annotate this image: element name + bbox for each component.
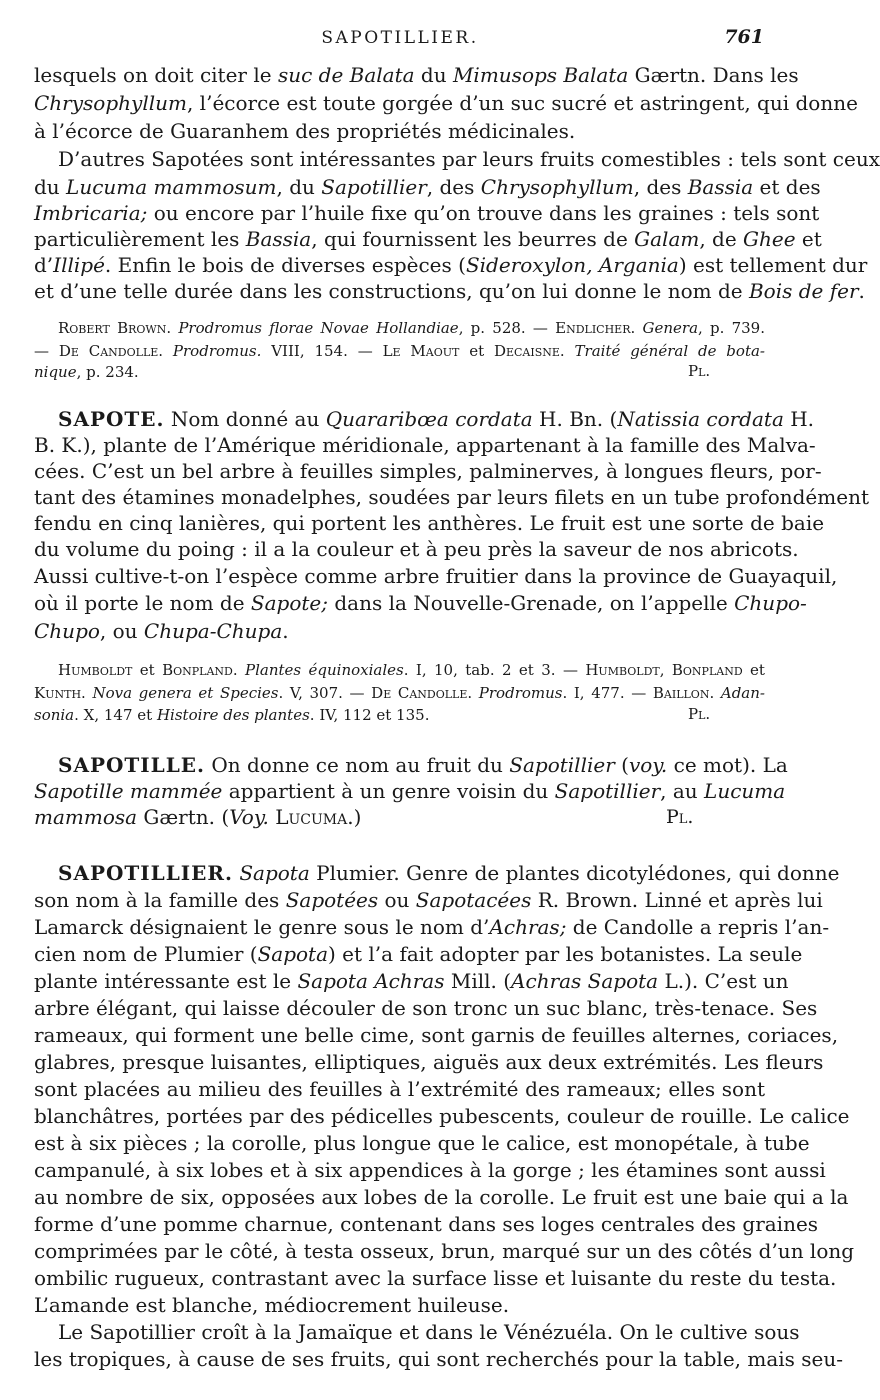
- text-line: comprimées par le côté, à testa osseux, brun, marqué sur un des côtés d’un long: [34, 1239, 855, 1263]
- text-line: plante intéressante est le Sapota Achras Mill. (Achras Sapota L.). C’est un: [34, 969, 789, 993]
- text-line: Imbricaria; ou encore par l’huile fixe qu’on trouve dans les graines : tels sont: [34, 201, 820, 225]
- text-line: glabres, presque luisantes, elliptiques, aiguës aux deux extrémités. Les fleurs: [34, 1050, 824, 1074]
- text-line: Chrysophyllum, l’écorce est toute gorgée d’un suc sucré et astringent, qui donne: [34, 91, 858, 115]
- reference-line: Robert Brown. Prodromus florae Novae Hollandiae, p. 528. — Endlicher. Genera, p. 739.: [58, 319, 765, 337]
- text-line: du volume du poing : il a la couleur et à peu près la saveur de nos abricots.: [34, 537, 799, 561]
- text-line: cien nom de Plumier (Sapota) et l’a fait adopter par les botanistes. La seule: [34, 942, 803, 966]
- text-line: particulièrement les Bassia, qui fournissent les beurres de Galam, de Ghee et: [34, 227, 822, 251]
- text-line: cées. C’est un bel arbre à feuilles simples, palminerves, à longues fleurs, por-: [34, 459, 822, 483]
- text-line: sont placées au milieu des feuilles à l’extrémité des rameaux; elles sont: [34, 1077, 765, 1101]
- text-line: au nombre de six, opposées aux lobes de la corolle. Le fruit est une baie qui a la: [34, 1185, 849, 1209]
- author-initials: Pl.: [688, 705, 711, 723]
- text-line: d’Illipé. Enfin le bois de diverses espèces (Sideroxylon, Argania) est tellement dur: [34, 253, 868, 277]
- text-line: est à six pièces ; la corolle, plus longue que le calice, est monopétale, à tube: [34, 1131, 810, 1155]
- running-title: SAPOTILLIER.: [321, 28, 479, 48]
- text-line: rameaux, qui forment une belle cime, sont garnis de feuilles alternes, coriaces,: [34, 1023, 839, 1047]
- running-header: [34, 24, 766, 54]
- text-line: fendu en cinq lanières, qui portent les anthères. Le fruit est une sorte de baie: [34, 511, 825, 535]
- text-line: D’autres Sapotées sont intéressantes par leurs fruits comestibles : tels sont ceux: [58, 147, 880, 171]
- text-line: L’amande est blanche, médiocrement huileuse.: [34, 1293, 510, 1317]
- text-line: Le Sapotillier croît à la Jamaïque et dans le Vénézuéla. On le cultive sous: [58, 1320, 800, 1344]
- author-initials: Pl.: [688, 362, 711, 380]
- headword-sapotille: SAPOTILLE.: [58, 753, 205, 777]
- text-line: Chupo, ou Chupa-Chupa.: [34, 619, 289, 643]
- entry-sapotille: SAPOTILLE. On donne ce nom au fruit du Sapotillier (voy. ce mot). La: [58, 753, 788, 777]
- text-line: forme d’une pomme charnue, contenant dans ses loges centrales des graines: [34, 1212, 819, 1236]
- text-line: son nom à la famille des Sapotées ou Sapotacées R. Brown. Linné et après lui: [34, 888, 823, 912]
- text-line: Lamarck désignaient le genre sous le nom d’Achras; de Candolle a repris l’an-: [34, 915, 830, 939]
- text-line: lesquels on doit citer le suc de Balata du Mimusops Balata Gærtn. Dans les: [34, 63, 799, 87]
- page-number: 761: [724, 26, 764, 48]
- text-line: où il porte le nom de Sapote; dans la Nouvelle-Grenade, on l’appelle Chupo-: [34, 591, 807, 615]
- text-line: blanchâtres, portées par des pédicelles pubescents, couleur de rouille. Le calice: [34, 1104, 850, 1128]
- headword-sapote: SAPOTE.: [58, 407, 165, 431]
- text-line: mammosa Gærtn. (Voy. Lucuma.): [34, 805, 362, 829]
- text-line: campanulé, à six lobes et à six appendices à la gorge ; les étamines sont aussi: [34, 1158, 826, 1182]
- text-line: à l’écorce de Guaranhem des propriétés médicinales.: [34, 119, 576, 143]
- text-line: Aussi cultive-t-on l’espèce comme arbre fruitier dans la province de Guayaquil,: [34, 564, 838, 588]
- headword-sapotillier: SAPOTILLIER.: [58, 861, 233, 885]
- reference-line: — De Candolle. Prodromus. VIII, 154. — Le Maout et Decaisne. Traité général de bota-: [34, 342, 765, 360]
- text-line: du Lucuma mammosum, du Sapotillier, des Chrysophyllum, des Bassia et des: [34, 175, 821, 199]
- text-line: ombilic rugueux, contrastant avec la surface lisse et luisante du reste du testa.: [34, 1266, 837, 1290]
- entry-sapote: SAPOTE. Nom donné au Quararibœa cordata H. Bn. (Natissia cordata H.: [58, 407, 815, 431]
- text-line: Sapotille mammée appartient à un genre voisin du Sapotillier, au Lucuma: [34, 779, 786, 803]
- text-line: et d’une telle durée dans les constructions, qu’on lui donne le nom de Bois de fer.: [34, 279, 865, 303]
- text-line: B. K.), plante de l’Amérique méridionale, appartenant à la famille des Malva-: [34, 433, 816, 457]
- author-initials: Pl.: [666, 806, 694, 828]
- entry-sapotillier: SAPOTILLIER. Sapota Plumier. Genre de plantes dicotylédones, qui donne: [58, 861, 840, 885]
- text-line: arbre élégant, qui laisse découler de son tronc un suc blanc, très-tenace. Ses: [34, 996, 818, 1020]
- text-line: tant des étamines monadelphes, soudées par leurs filets en un tube profondément: [34, 485, 869, 509]
- reference-line: Humboldt et Bonpland. Plantes équinoxiales. I, 10, tab. 2 et 3. — Humboldt, Bonpland et: [58, 661, 765, 679]
- reference-line: sonia. X, 147 et Histoire des plantes. IV, 112 et 135.: [34, 706, 430, 724]
- reference-line: Kunth. Nova genera et Species. V, 307. — De Candolle. Prodromus. I, 477. — Baillon. Adan-: [34, 684, 765, 702]
- text-line: les tropiques, à cause de ses fruits, qui sont recherchés pour la table, mais seu-: [34, 1347, 844, 1371]
- reference-line: nique, p. 234.: [34, 363, 139, 381]
